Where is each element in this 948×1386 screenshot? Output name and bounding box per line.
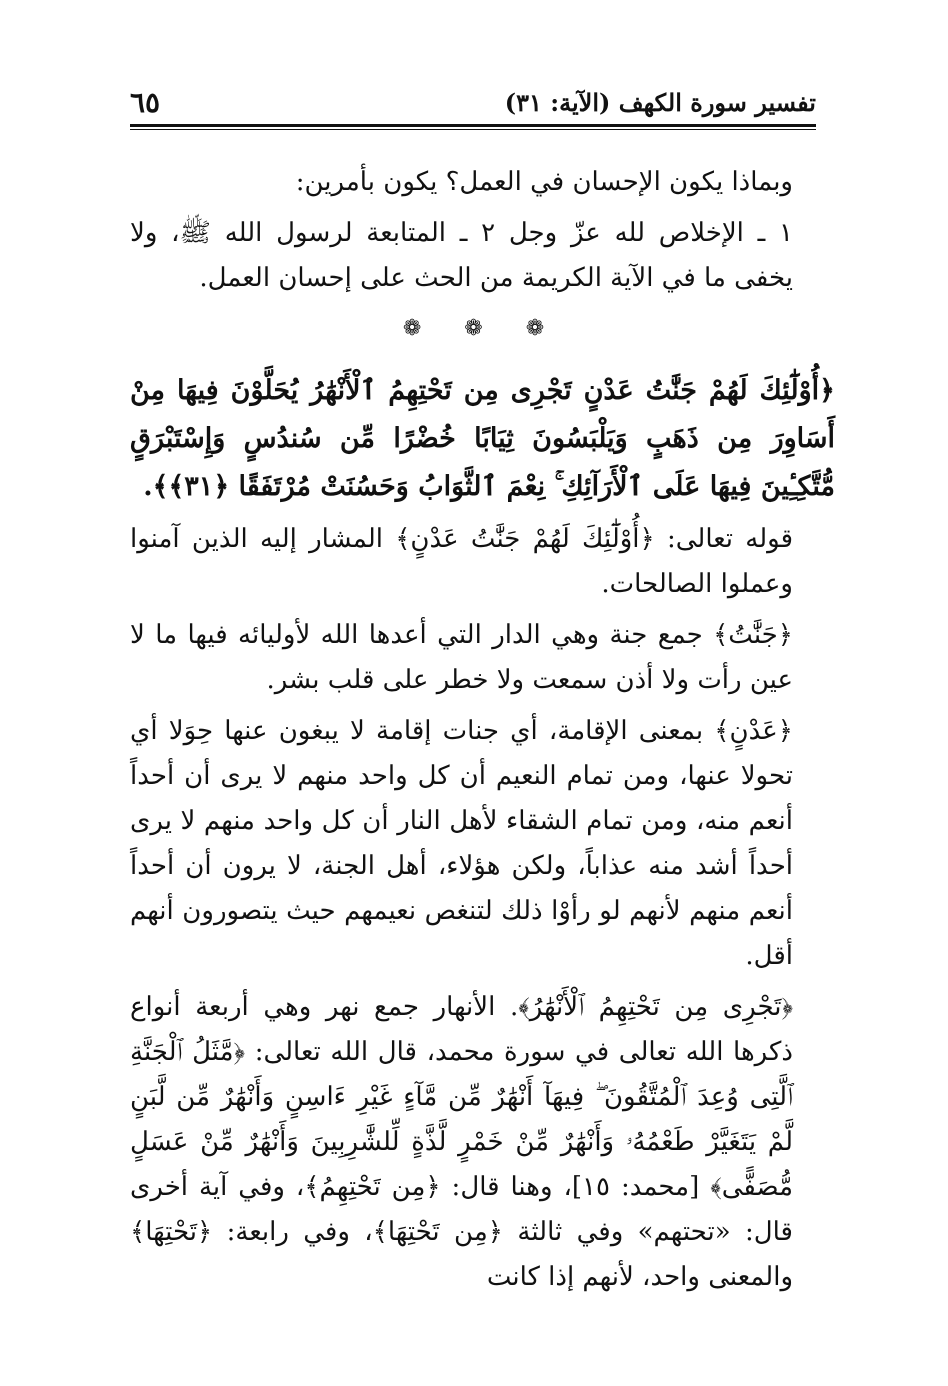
commentary-paragraph: ﴿جَنَّٰتُ﴾ جمع جنة وهي الدار التي أعدها الله لأوليائه فيها ما لا عين رأت ولا أذن سمعت ولا خطر على قلب بشر.	[130, 620, 793, 695]
running-title: تفسير سورة الكهف (الآية: ٣١)	[504, 88, 816, 117]
paragraph: ١ ـ الإخلاص لله عزّ وجل ٢ ـ المتابعة لرسول الله ﷺ، ولا يخفى ما في الآية الكريمة من الحث على إحسان العمل.	[130, 218, 793, 293]
commentary-paragraph: قوله تعالى: ﴿أُوْلَٰٓئِكَ لَهُمْ جَنَّٰتُ عَدْنٍ﴾ المشار إليه الذين آمنوا وعملوا الصالحات.	[130, 524, 794, 599]
commentary-paragraph: ﴿عَدْنٍ﴾ بمعنى الإقامة، أي جنات إقامة لا يبغون عنها حِوَلا أي تحولا عنها، ومن تمام النعيم أن كل واحد منهم لا يرى أن أحداً أنعم منه، ومن تمام الشقاء لأهل النار أن كل واحد منهم لا يرى أحداً أشد منه عذاباً، ولكن هؤلاء، أهل الجنة، لا يرون أن أحداً أنعم منهم لأنهم لو رأوْا ذلك لتنغص نعيمهم حيث يتصورون أنهم أقل.	[130, 716, 793, 971]
page-body	[130, 160, 835, 1306]
page-header	[130, 84, 816, 122]
quran-verse: ﴿أُوْلَٰٓئِكَ لَهُمْ جَنَّٰتُ عَدْنٍ تَجْرِى مِن تَحْتِهِمُ ٱلْأَنْهَٰرُ يُحَلَّوْنَ فِيهَا مِنْ أَسَاوِرَ مِن ذَهَبٍ وَيَلْبَسُونَ ثِيَابًا خُضْرًا مِّن سُندُسٍ وَإِسْتَبْرَقٍ مُّتَّكِـِٔينَ فِيهَا عَلَى ٱلْأَرَآئِكِ ۚ نِعْمَ ٱلثَّوَابُ وَحَسُنَتْ مُرْتَفَقًا ﴿٣١﴾﴾.	[130, 375, 835, 502]
paragraph: وبماذا يكون الإحسان في العمل؟ يكون بأمرين:	[295, 167, 793, 197]
section-separator-stars: ❁ ❁ ❁	[402, 316, 563, 341]
page-number: ٦٥	[130, 86, 161, 119]
commentary-paragraph: ﴿تَجْرِى مِن تَحْتِهِمُ ٱلْأَنْهَٰرُ﴾. الأنهار جمع نهر وهي أربعة أنواع ذكرها الله تعالى في سورة محمد، قال الله تعالى: ﴿مَّثَلُ ٱلْجَنَّةِ ٱلَّتِى وُعِدَ ٱلْمُتَّقُونَ ۖ فِيهَآ أَنْهَٰرٌ مِّن مَّآءٍ غَيْرِ ءَاسِنٍ وَأَنْهَٰرٌ مِّن لَّبَنٍ لَّمْ يَتَغَيَّرْ طَعْمُهُۥ وَأَنْهَٰرٌ مِّنْ خَمْرٍ لَّذَّةٍ لِّلشَّٰرِبِينَ وَأَنْهَٰرٌ مِّنْ عَسَلٍ مُّصَفًّى﴾ [محمد: ١٥]، وهنا قال: ﴿مِن تَحْتِهِمُ﴾، وفي آية أخرى قال: «تحتهم» وفي ثالثة ﴿مِن تَحْتِهَا﴾، وفي رابعة: ﴿تَحْتِهَا﴾ والمعنى واحد، لأنهم إذا كانت	[130, 992, 794, 1292]
header-rule	[130, 124, 816, 127]
header-rule-thin	[130, 129, 816, 130]
